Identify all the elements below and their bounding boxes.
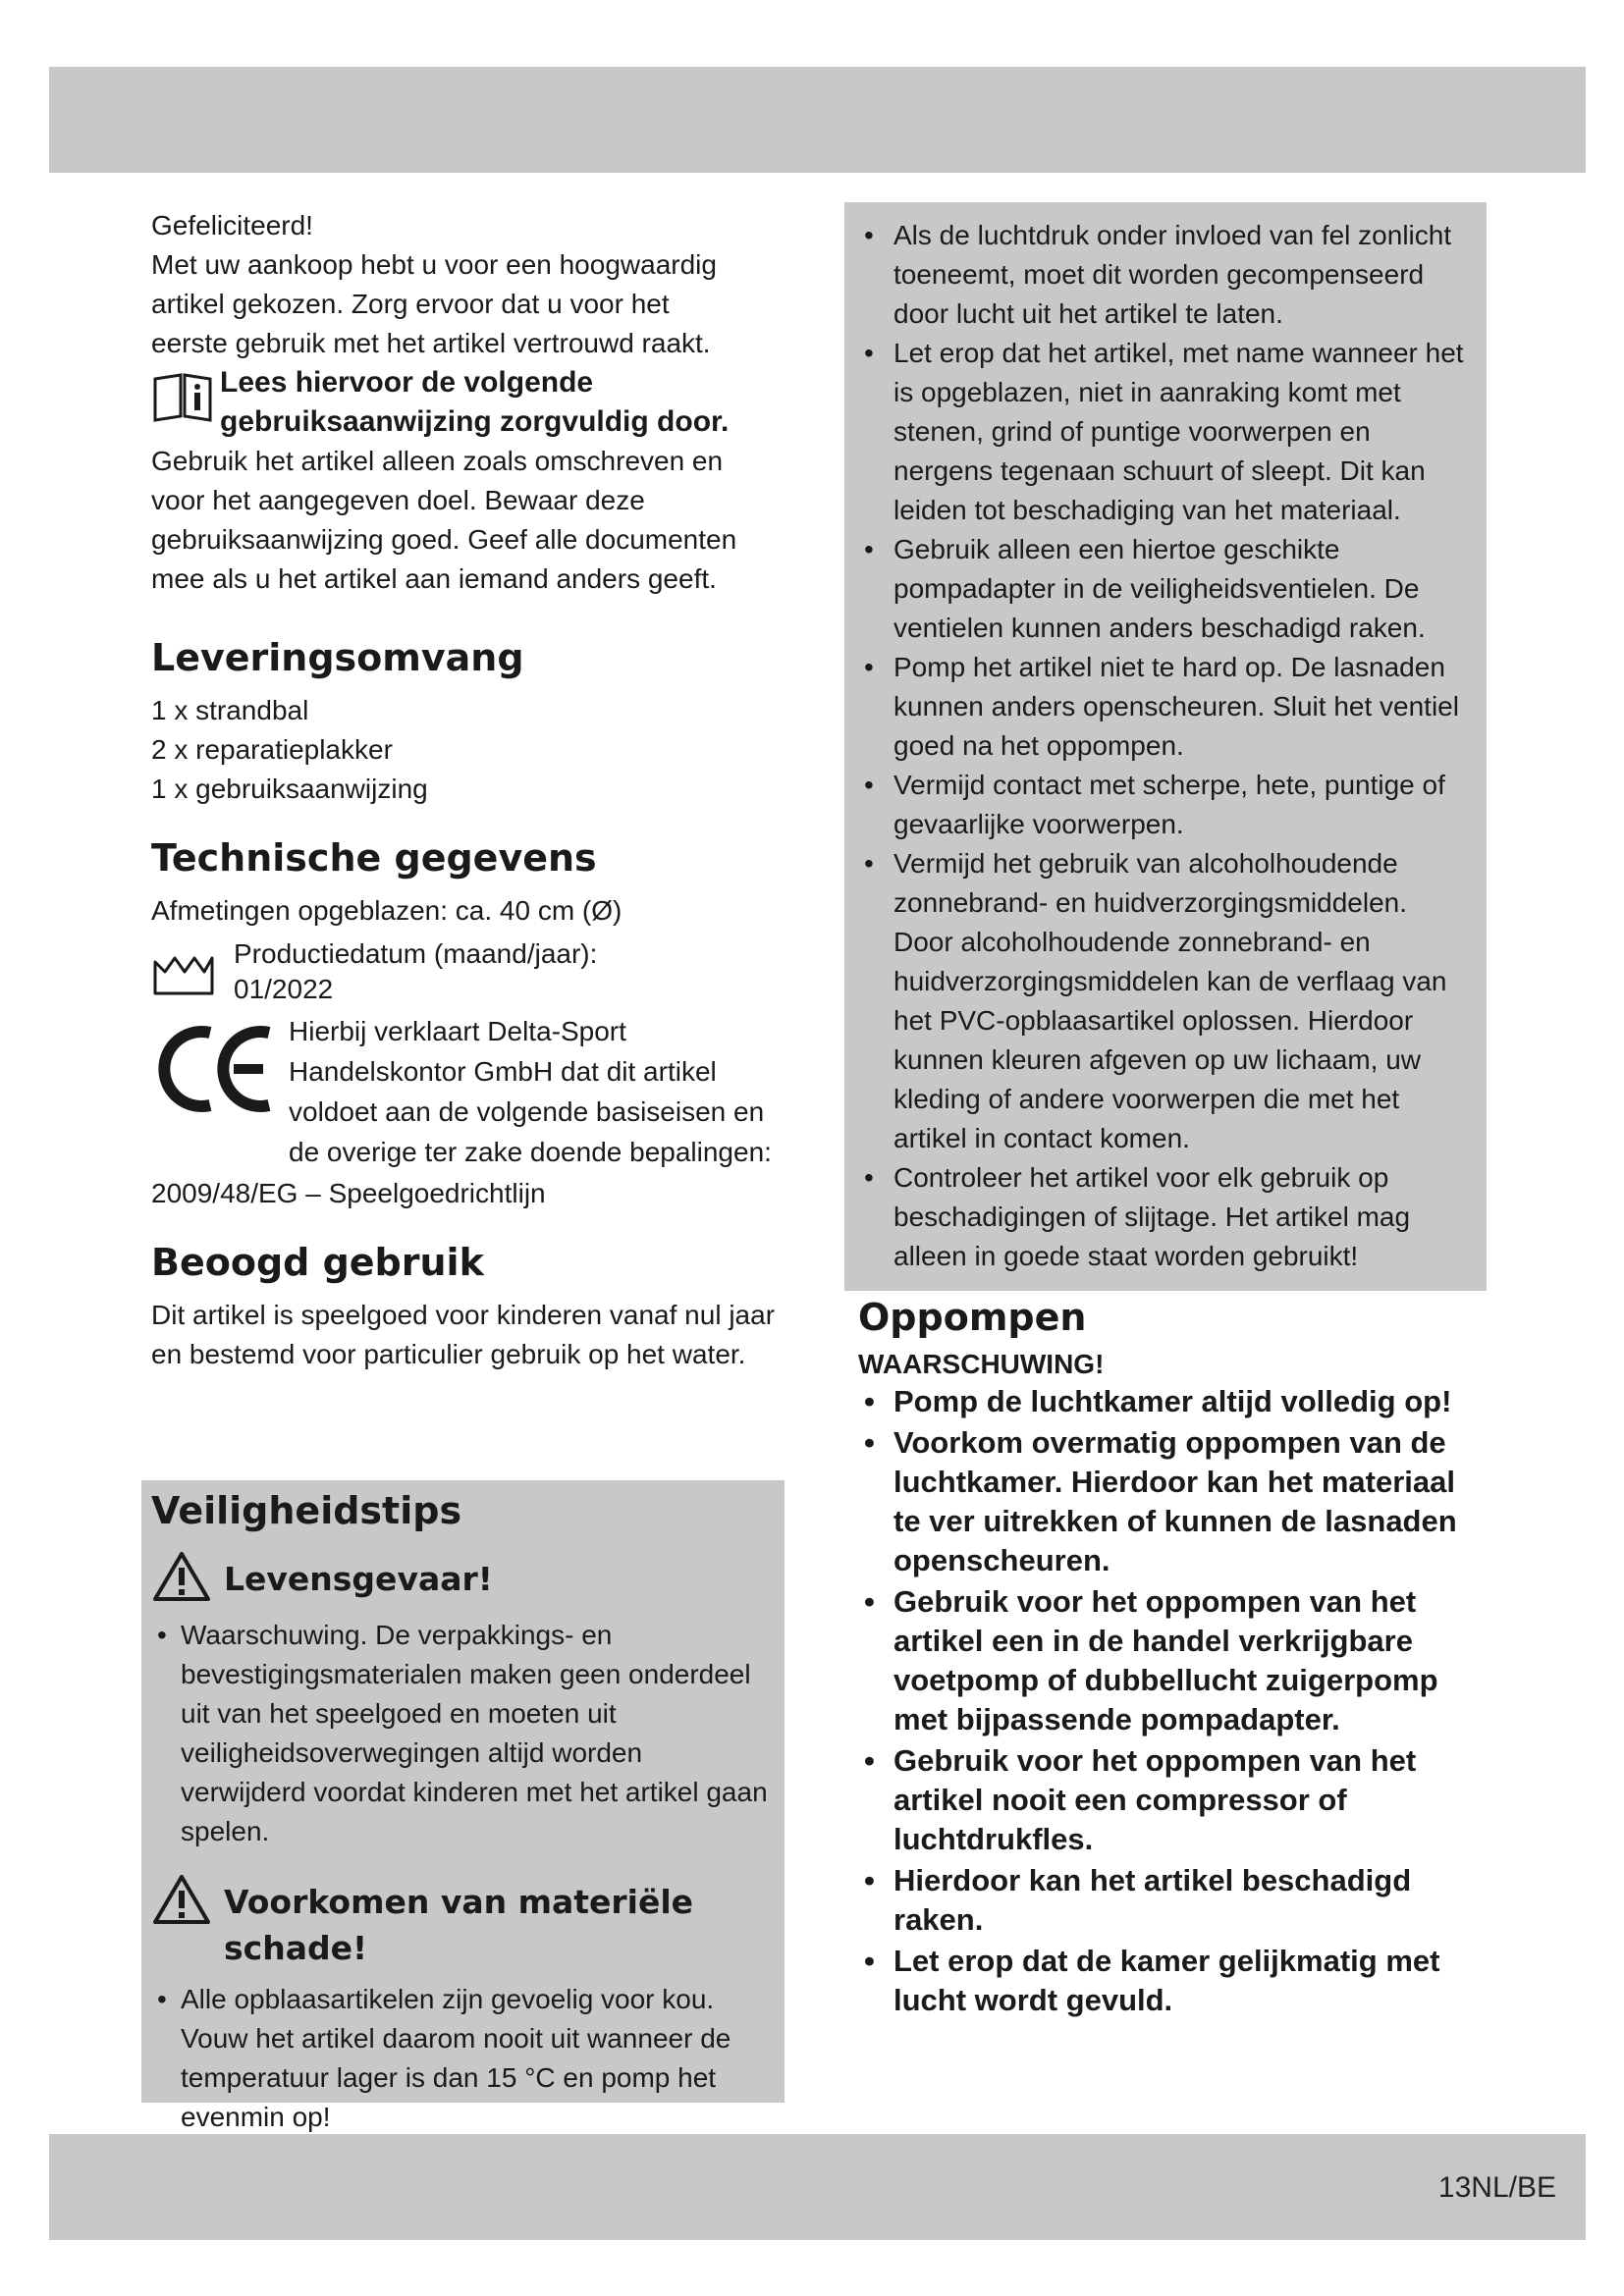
list-item: • Gebruik voor het oppompen van het artikel een in de handel verkrijgbare voetpomp of dubbellucht zuigerpomp met bijpassende pompadapter. bbox=[858, 1582, 1487, 1739]
production-label: Productiedatum (maand/jaar): bbox=[234, 938, 598, 969]
safety-continued bbox=[844, 202, 1487, 1276]
delivery-section bbox=[151, 634, 780, 809]
danger-heading: Levensgevaar! bbox=[224, 1559, 493, 1598]
dimensions-text: Afmetingen opgeblazen: ca. 40 cm (Ø) bbox=[151, 895, 623, 926]
list-item: • Vermijd contact met scherpe, hete, puntige of gevaarlijke voorwerpen. bbox=[858, 766, 1471, 844]
intended-use-heading: Beoogd gebruik bbox=[151, 1241, 484, 1284]
ce-row bbox=[151, 1011, 780, 1172]
list-item: • Vermijd het gebruik van alcoholhoudende zonnebrand- en huidverzorgingsmiddelen. Door alcoholhoudende zonnebrand- en huidverzorgingsmiddelen kan de verflaag van het PVC-opblaasartikel oplossen. Hierdoor kunnen kleuren afgeven op uw lichaam, uw kleding of andere voorwerpen die met het artikel in contact komen. bbox=[858, 844, 1471, 1158]
list-item: • Controleer het artikel voor elk gebruik op beschadigingen of slijtage. Het artikel mag alleen in goede staat worden gebruikt! bbox=[858, 1158, 1471, 1276]
read-instructions-note bbox=[151, 363, 780, 442]
warning-label: WAARSCHUWING! bbox=[858, 1349, 1105, 1379]
list-item: • Voorkom overmatig oppompen van de luchtkamer. Hierdoor kan het materiaal te ver uitrekken of kunnen de lasnaden openscheuren. bbox=[858, 1423, 1487, 1580]
production-date-text bbox=[234, 936, 597, 1007]
delivery-item: 1 x gebruiksaanwijzing bbox=[151, 774, 428, 804]
warning-triangle-icon bbox=[151, 1873, 224, 1931]
intro bbox=[151, 206, 780, 363]
list-item: • Let erop dat het artikel, met name wanneer het is opgeblazen, niet in aanraking komt met stenen, grind of puntige voorwerpen en nergens tegenaan schuurt of sleept. Dit kan leiden tot beschadiging van het materiaal. bbox=[858, 334, 1471, 530]
page-number: 13NL/BE bbox=[1437, 2171, 1556, 2204]
damage-heading-row2 bbox=[151, 1927, 770, 1970]
delivery-item: 2 x reparatieplakker bbox=[151, 734, 393, 765]
ce-declaration: Hierbij verklaart Delta-Sport Handelskontor GmbH dat dit artikel voldoet aan de volgende basiseisen en de overige ter zake doende bepalingen: bbox=[289, 1016, 772, 1167]
list-item: • Pomp het artikel niet te hard op. De lasnaden kunnen anders openscheuren. Sluit het ventiel goed na het oppompen. bbox=[858, 648, 1471, 766]
list-item: • Pomp de luchtkamer altijd volledig op! bbox=[858, 1382, 1487, 1421]
damage-heading-row bbox=[151, 1873, 770, 1931]
danger-heading-row bbox=[151, 1550, 770, 1608]
intro-greeting: Gefeliciteerd! bbox=[151, 210, 313, 240]
danger-list bbox=[151, 1616, 770, 1851]
list-item: • Gebruik voor het oppompen van het artikel nooit een compressor of luchtdrukfles. bbox=[858, 1741, 1487, 1859]
damage-heading-line1: Voorkomen van materiële bbox=[224, 1882, 694, 1921]
technical-section bbox=[151, 834, 780, 1213]
production-date: 01/2022 bbox=[234, 974, 334, 1004]
list-item: • Waarschuwing. De verpakkings- en bevestigingsmaterialen maken geen onderdeel uit van het speelgoed en moeten uit veiligheidsoverwegingen altijd worden verwijderd voordat kinderen met het artikel gaan spelen. bbox=[151, 1616, 770, 1851]
intro-line: Met uw aankoop hebt u voor een hoogwaardig bbox=[151, 249, 717, 280]
production-date-row bbox=[151, 936, 780, 1007]
production-date-icon bbox=[151, 936, 234, 1002]
safety-continued-list bbox=[858, 216, 1471, 1276]
read-instructions-text: Lees hiervoor de volgende gebruiksaanwijzing zorgvuldig door. bbox=[220, 366, 730, 438]
list-item: • Als de luchtdruk onder invloed van fel zonlicht toeneemt, moet dit worden gecompenseerd door lucht uit het artikel te laten. bbox=[858, 216, 1471, 334]
warning-triangle-icon bbox=[151, 1550, 224, 1608]
directive-text: 2009/48/EG – Speelgoedrichtlijn bbox=[151, 1178, 546, 1208]
inflating-section bbox=[858, 1294, 1487, 2022]
footer-band bbox=[49, 2134, 1586, 2240]
list-item: • Let erop dat de kamer gelijkmatig met lucht wordt gevuld. bbox=[858, 1942, 1487, 2020]
delivery-heading: Leveringsomvang bbox=[151, 636, 524, 679]
safety-heading: Veiligheidstips bbox=[151, 1489, 462, 1532]
damage-list bbox=[151, 1980, 770, 2137]
delivery-item: 1 x strandbal bbox=[151, 695, 309, 725]
list-item: • Gebruik alleen een hiertoe geschikte pompadapter in de veiligheidsventielen. De ventielen kunnen anders beschadigd raken. bbox=[858, 530, 1471, 648]
list-item: • Hierdoor kan het artikel beschadigd raken. bbox=[858, 1861, 1487, 1940]
header-band bbox=[49, 67, 1586, 173]
damage-heading-line2: schade! bbox=[224, 1929, 368, 1967]
left-column bbox=[151, 206, 780, 1374]
inflating-list bbox=[858, 1382, 1487, 2020]
ce-mark-icon bbox=[151, 1011, 289, 1124]
intro-line: eerste gebruik met het artikel vertrouwd raakt. bbox=[151, 328, 711, 358]
intro-line: artikel gekozen. Zorg ervoor dat u voor het bbox=[151, 289, 670, 319]
safety-section bbox=[151, 1487, 770, 2137]
intended-use-section bbox=[151, 1239, 780, 1374]
manual-info-icon bbox=[151, 363, 220, 427]
technical-heading: Technische gegevens bbox=[151, 836, 597, 880]
usage-text: Gebruik het artikel alleen zoals omschreven en voor het aangegeven doel. Bewaar deze gebruiksaanwijzing goed. Geef alle documenten mee als u het artikel aan iemand anders geeft. bbox=[151, 446, 737, 594]
inflating-heading: Oppompen bbox=[858, 1296, 1087, 1339]
intended-use-text: Dit artikel is speelgoed voor kinderen vanaf nul jaar en bestemd voor particulier gebruik op het water. bbox=[151, 1300, 776, 1369]
list-item: • Alle opblaasartikelen zijn gevoelig voor kou. Vouw het artikel daarom nooit uit wanneer de temperatuur lager is dan 15 °C en pomp het evenmin op! bbox=[151, 1980, 770, 2137]
